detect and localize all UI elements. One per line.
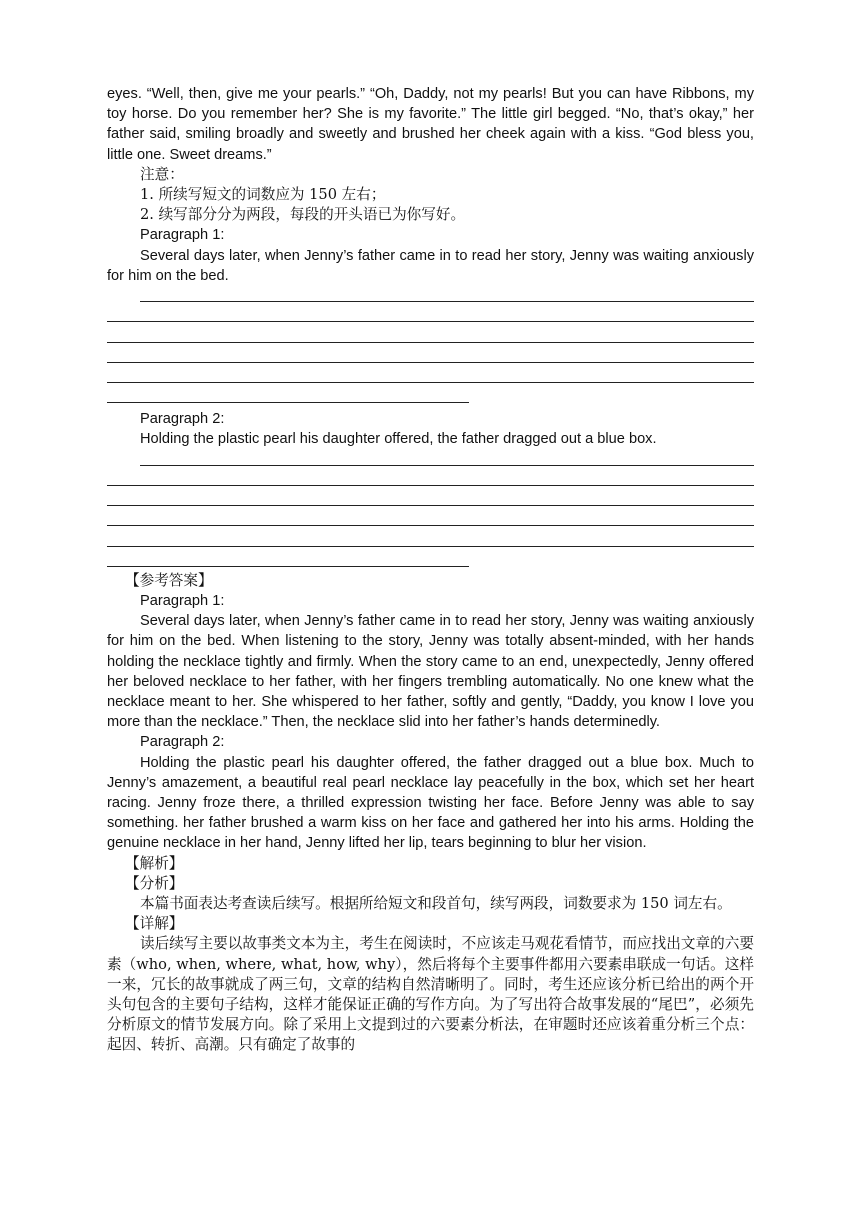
document-page	[107, 84, 754, 1056]
answer-paragraph-1-label: Paragraph 1:	[140, 592, 225, 609]
analysis-heading: 【解析】	[125, 854, 184, 872]
writing-line	[107, 306, 754, 326]
detail-heading: 【详解】	[125, 915, 184, 933]
writing-line	[107, 286, 754, 306]
writing-line	[107, 347, 754, 367]
answer-lines-paragraph-1	[107, 286, 754, 407]
analysis-text: 本篇书面表达考查读后续写。根据所给短文和段首句，续写两段，词数要求为 150 词左右。	[140, 894, 732, 912]
analysis-sub-heading: 【分析】	[125, 874, 184, 892]
story-ending-paragraph: eyes. “Well, then, give me your pearls.” “Oh, Daddy, not my pearls! But you can have Ribbons, my toy horse. Do you remember her? She is my favorite.” The little girl begged. “No, that’s okay,” her father said, smiling broadly and sweetly and brushed her cheek again with a kiss. “God bless you, little one. Sweet dreams.”	[107, 86, 754, 163]
notes-item-2: 2. 续写部分分为两段，每段的开头语已为你写好。	[140, 206, 466, 224]
writing-line	[107, 530, 754, 550]
detail-text: 读后续写主要以故事类文本为主，考生在阅读时，不应该走马观花看情节，而应找出文章的六要素（who, when, where, what, how, why），然后将每个主要事件都用六要素串联成一句话。这样一来，冗长的故事就成了两三句，文章的结构自然清晰明了。同时，考生还应该分析已给出的两个开头句包含的主要句子结构，这样才能保证正确的写作方向。为了写出符合故事发展的“尾巴”，必须先分析原文的情节发展方向。除了采用上文提到过的六要素分析法，在审题时还应该着重分析三个点：起因、转折、高潮。只有确定了故事的	[107, 935, 754, 1054]
writing-line	[107, 450, 754, 470]
answer-paragraph-2-text: Holding the plastic pearl his daughter offered, the father dragged out a blue box. Much to Jenny’s amazement, a beautiful real pearl necklace lay peacefully in the box, which set her heart racing. Jenny froze there, a thrilled expression twisting her face. Before Jenny was able to say something. her father brushed a warm kiss on her face and gathered her into his arms. Holding the genuine necklace in her hand, Jenny lifted her lip, tears beginning to blur her vision.	[107, 754, 754, 852]
answer-paragraph-2-label: Paragraph 2:	[140, 734, 225, 751]
writing-line	[107, 551, 754, 571]
reference-answer-heading: 【参考答案】	[125, 571, 213, 589]
answer-paragraph-1-text: Several days later, when Jenny’s father came in to read her story, Jenny was waiting anxiously for him on the bed. When listening to the story, Jenny was totally absent-minded, with her hands holding the necklace tightly and firmly. When the story came to an end, unexpectedly, Jenny offered her beloved necklace to her father, with her fingers trembling automatically. No one knew what the necklace meant to her. She whispered to her father, softly and gently, “Daddy, you know I love you more than the necklace.” Then, the necklace slid into her father’s hands determinedly.	[107, 613, 754, 731]
notes-label: 注意：	[140, 165, 184, 183]
prompt-paragraph-2-label: Paragraph 2:	[140, 411, 225, 428]
writing-line	[107, 510, 754, 530]
prompt-paragraph-1-label: Paragraph 1:	[140, 227, 225, 244]
prompt-paragraph-2-start: Holding the plastic pearl his daughter offered, the father dragged out a blue box.	[140, 431, 657, 448]
notes-item-1: 1. 所续写短文的词数应为 150 左右；	[140, 186, 386, 204]
writing-line	[107, 470, 754, 490]
writing-line	[107, 367, 754, 387]
writing-line	[107, 490, 754, 510]
writing-line	[107, 326, 754, 346]
writing-line	[107, 387, 754, 407]
answer-lines-paragraph-2	[107, 450, 754, 571]
prompt-paragraph-1-start: Several days later, when Jenny’s father came in to read her story, Jenny was waiting anxiously for him on the bed.	[107, 247, 754, 284]
